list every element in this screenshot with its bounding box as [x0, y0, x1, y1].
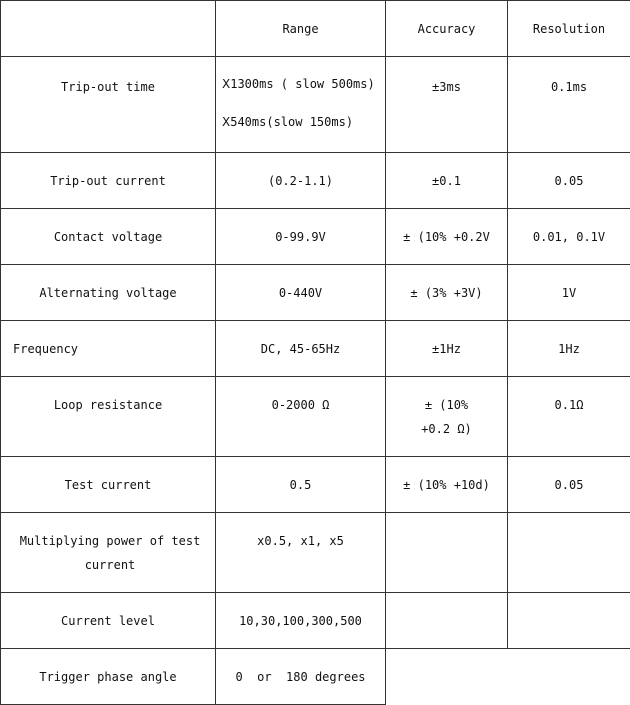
resolution-cell: 0.05 — [508, 457, 630, 513]
table-row — [1, 209, 630, 265]
parameter-cell: Trigger phase angle — [1, 649, 216, 705]
resolution-cell: 0.1Ω — [508, 377, 630, 457]
parameter-cell: Loop resistance — [1, 377, 216, 457]
accuracy-cell — [386, 513, 508, 593]
table-row — [1, 513, 630, 593]
resolution-cell — [508, 513, 630, 593]
accuracy-cell: ± (3% +3V) — [386, 265, 508, 321]
accuracy-cell: ± (10% +10d) — [386, 457, 508, 513]
parameter-cell: Test current — [1, 457, 216, 513]
table-row — [1, 321, 630, 377]
header-cell-parameter — [1, 1, 216, 57]
table-row — [1, 377, 630, 457]
resolution-cell: 0.05 — [508, 153, 630, 209]
accuracy-cell: ±3ms — [386, 57, 508, 153]
table-row — [1, 457, 630, 513]
parameter-cell: Trip-out time — [1, 57, 216, 153]
accuracy-cell: ± (10% +0.2 Ω) — [386, 377, 508, 457]
range-cell: 10,30,100,300,500 — [216, 593, 386, 649]
range-cell: 0 or 180 degrees — [216, 649, 386, 705]
range-cell: 0-99.9V — [216, 209, 386, 265]
range-cell: 0-440V — [216, 265, 386, 321]
range-cell: x0.5, x1, x5 — [216, 513, 386, 593]
resolution-cell — [508, 593, 630, 649]
resolution-cell: 1V — [508, 265, 630, 321]
range-line-1: Ⅹ1300ms ( slow 500ms) — [222, 77, 375, 91]
parameter-cell: Alternating voltage — [1, 265, 216, 321]
range-cell — [216, 57, 386, 153]
header-cell-resolution: Resolution — [508, 1, 630, 57]
table-row — [1, 649, 630, 705]
range-cell: 0.5 — [216, 457, 386, 513]
accuracy-cell: ±0.1 — [386, 153, 508, 209]
empty-cell — [508, 649, 630, 705]
accuracy-cell: ±1Hz — [386, 321, 508, 377]
resolution-cell: 1Hz — [508, 321, 630, 377]
range-cell: DC, 45-65Hz — [216, 321, 386, 377]
empty-cell — [386, 649, 508, 705]
parameter-cell: Trip-out current — [1, 153, 216, 209]
parameter-cell: Multiplying power of test current — [1, 513, 216, 593]
header-cell-accuracy: Accuracy — [386, 1, 508, 57]
range-line-2: Ⅹ540ms(slow 150ms) — [222, 115, 354, 129]
parameter-cell: Contact voltage — [1, 209, 216, 265]
parameter-cell: Frequency — [1, 321, 216, 377]
table-row — [1, 57, 630, 153]
range-cell: (0.2-1.1) — [216, 153, 386, 209]
table-row — [1, 593, 630, 649]
parameter-cell: Current level — [1, 593, 216, 649]
table-row — [1, 265, 630, 321]
accuracy-cell — [386, 593, 508, 649]
header-cell-range: Range — [216, 1, 386, 57]
accuracy-cell: ± (10% +0.2V — [386, 209, 508, 265]
table-row — [1, 153, 630, 209]
range-cell: 0-2000 Ω — [216, 377, 386, 457]
resolution-cell: 0.1ms — [508, 57, 630, 153]
resolution-cell: 0.01, 0.1V — [508, 209, 630, 265]
header-row — [1, 1, 630, 57]
